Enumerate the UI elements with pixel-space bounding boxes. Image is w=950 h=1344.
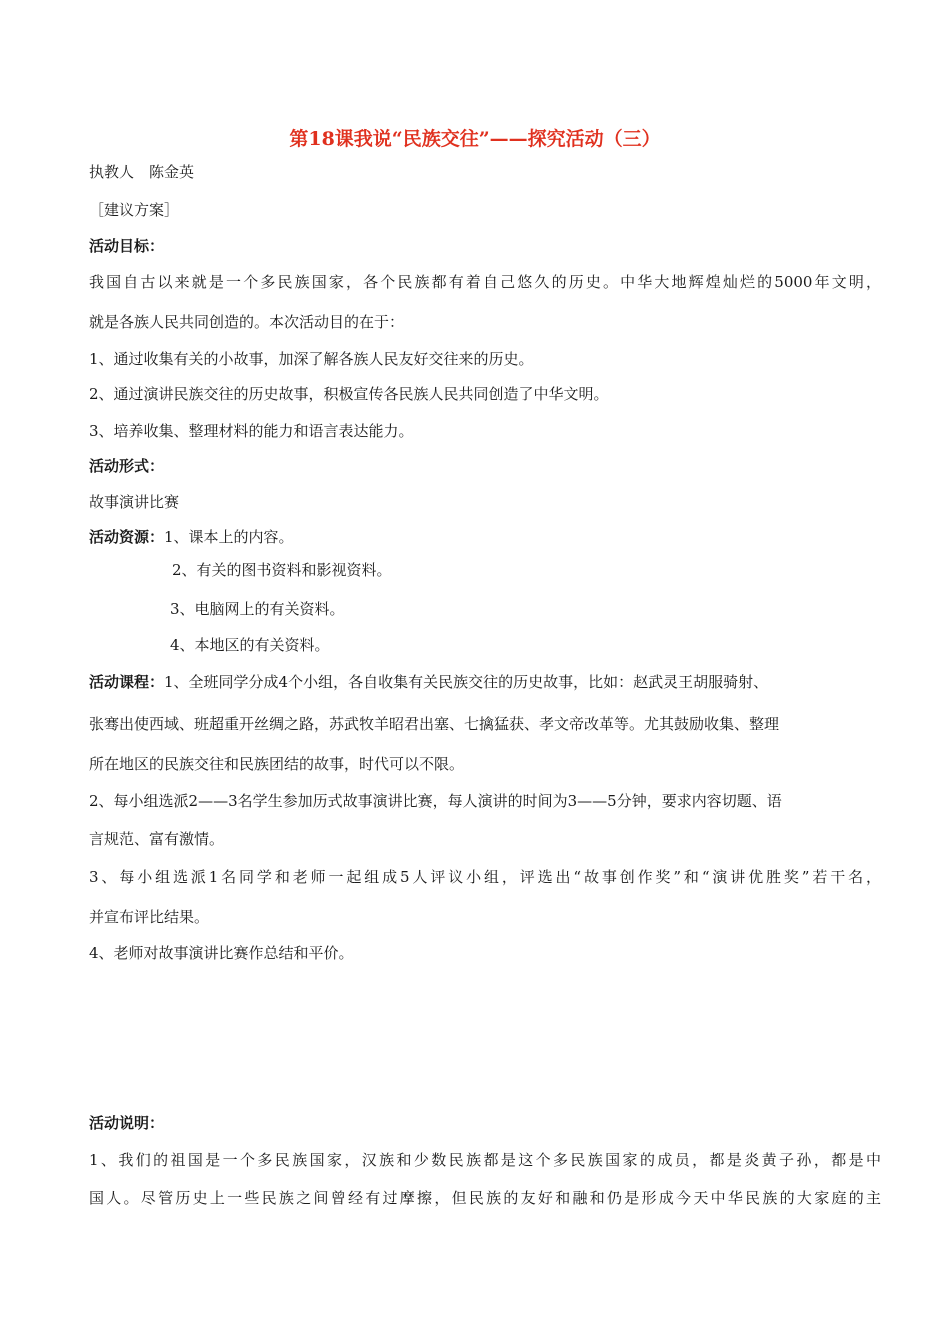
goal-paragraph-line-2: 就是各族人民共同创造的。本次活动目的在于： xyxy=(89,313,405,331)
course-line-6: 3、每小组选派1名同学和老师一起组成5人评议小组，评选出“故事创作奖”和“演讲优胜奖”若干名， xyxy=(89,868,881,886)
plan-label: ［建议方案］ xyxy=(89,201,180,219)
course-line-4: 2、每小组选派2——3名学生参加历式故事演讲比赛，每人演讲的时间为3——5分钟，要求内容切题、语 xyxy=(89,792,782,810)
resource-item: 2、有关的图书资料和影视资料。 xyxy=(172,561,392,579)
form-text: 故事演讲比赛 xyxy=(89,493,180,511)
notes-line-2: 国人。尽管历史上一些民族之间曾经有过摩擦，但民族的友好和融和仍是形成今天中华民族的大家庭的主 xyxy=(89,1189,881,1207)
course-line-5: 言规范、富有激情。 xyxy=(89,830,225,848)
goal-heading: 活动目标： xyxy=(89,237,165,255)
goal-item: 2、通过演讲民族交往的历史故事，积极宣传各民族人民共同创造了中华文明。 xyxy=(89,385,609,403)
notes-line-1: 1、我们的祖国是一个多民族国家，汉族和少数民族都是这个多民族国家的成员，都是炎黄子孙，都是中 xyxy=(89,1151,881,1169)
course-line-7: 并宣布评比结果。 xyxy=(89,908,210,926)
course-line-3: 所在地区的民族交往和民族团结的故事，时代可以不限。 xyxy=(89,755,465,773)
goal-paragraph-line-1: 我国自古以来就是一个多民族国家，各个民族都有着自己悠久的历史。中华大地辉煌灿烂的5000年文明， xyxy=(89,273,881,291)
course-heading: 活动课程： xyxy=(89,673,165,691)
form-heading: 活动形式： xyxy=(89,457,165,475)
goal-item: 3、培养收集、整理材料的能力和语言表达能力。 xyxy=(89,422,414,440)
notes-heading: 活动说明： xyxy=(89,1114,165,1132)
page-title: 第18课我说“民族交往”——探究活动（三） xyxy=(289,128,661,150)
goal-item: 1、通过收集有关的小故事，加深了解各族人民友好交往来的历史。 xyxy=(89,350,534,368)
resources-heading: 活动资源： xyxy=(89,528,165,546)
resource-item: 4、本地区的有关资料。 xyxy=(170,636,330,654)
resource-item: 1、课本上的内容。 xyxy=(164,528,294,546)
course-text: 1、全班同学分成4个小组，各自收集有关民族交往的历史故事，比如：赵武灵王胡服骑射、 xyxy=(164,673,769,691)
course-line-8: 4、老师对故事演讲比赛作总结和平价。 xyxy=(89,944,354,962)
teacher-line: 执教人 陈金英 xyxy=(89,163,195,181)
resources-row-1 xyxy=(89,527,294,547)
course-line-2: 张骞出使西域、班超重开丝绸之路，苏武牧羊昭君出塞、七擒猛获、孝文帝改革等。尤其鼓励收集、整理 xyxy=(89,715,780,733)
resource-item: 3、电脑网上的有关资料。 xyxy=(170,600,345,618)
course-line-1 xyxy=(89,672,768,692)
